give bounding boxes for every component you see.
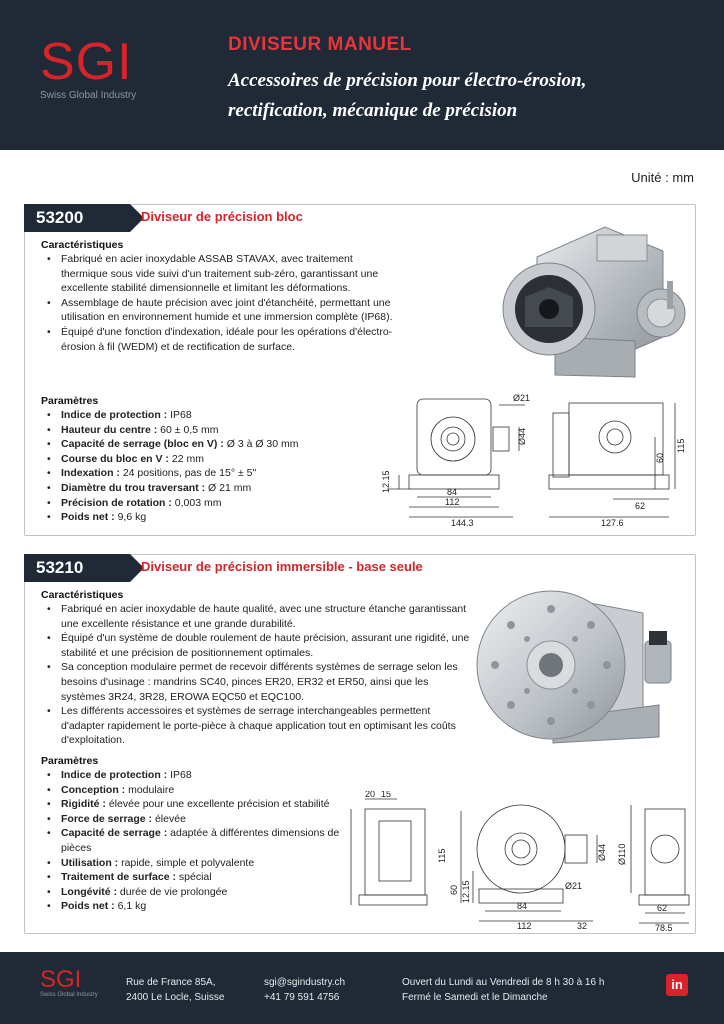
- address-line-1: Rue de France 85A,: [126, 977, 216, 988]
- technical-drawing-53210: [321, 791, 693, 931]
- param-value: IP68: [167, 409, 192, 421]
- param-value: 24 positions, pas de 15° ± 5": [119, 467, 257, 480]
- dim-d21: Ø21: [565, 881, 583, 891]
- param-label: Capacité de serrage :: [61, 827, 168, 840]
- hours-line-2: Fermé le Samedi et le Dimanche: [402, 992, 548, 1003]
- param-label: Force de serrage :: [61, 812, 153, 825]
- feature-item: • Équipé d'une fonction d'indexation, idéale pour les opérations d'électro-érosion à fil (WEDM) et de rectification de surface.: [41, 325, 401, 354]
- sgi-logo: [40, 33, 137, 101]
- linkedin-icon[interactable]: in: [666, 974, 688, 996]
- param-value: Ø 21 mm: [205, 481, 252, 494]
- param-value: élevée: [152, 812, 186, 825]
- dim-h60: 60: [655, 452, 665, 463]
- parameter-item: [41, 496, 371, 511]
- dim-d21: Ø21: [513, 393, 531, 403]
- parameter-item: [41, 408, 371, 423]
- parameter-item: [41, 423, 371, 438]
- product-code: 53210: [24, 554, 130, 582]
- parameter-item: [41, 768, 341, 783]
- parameter-item: [41, 826, 341, 855]
- parameter-item: [41, 899, 341, 914]
- dim-h60: 60: [449, 884, 459, 895]
- dim-w112: 112: [517, 921, 532, 931]
- feature-item: • Fabriqué en acier inoxydable ASSAB STAVAX, avec traitement thermique sous vide suivi d'un traitement sub-zéro, garantissant une excellente stabilité dimensionnelle et limitant les déformations.: [41, 252, 401, 296]
- footer-logo-tagline: Swiss Global Industry: [40, 992, 98, 998]
- unit-label: Unité : mm: [631, 170, 694, 185]
- param-label: Longévité :: [61, 885, 118, 898]
- param-value: 6,1 kg: [114, 900, 147, 913]
- dim-w62: 62: [657, 903, 668, 913]
- product-photo-53210: [473, 579, 693, 749]
- parameter-item: [41, 812, 341, 827]
- dim-d44: Ø44: [597, 843, 607, 861]
- param-value: 22 mm: [168, 452, 204, 465]
- features-list: [41, 252, 401, 354]
- param-label: Indice de protection :: [61, 769, 168, 781]
- parameter-item: [41, 856, 341, 871]
- product-title: Diviseur de précision bloc: [141, 209, 303, 224]
- feature-item: • Équipé d'un système de double roulement de haute précision, assurant une rigidité, une stabilité et une précision de positionnement optimales.: [41, 631, 471, 660]
- parameters-list: [41, 768, 341, 914]
- dim-h115: 115: [676, 438, 686, 453]
- param-value: rapide, simple et polyvalente: [118, 856, 255, 869]
- param-label: Précision de rotation :: [61, 496, 172, 509]
- param-value: élevée pour une excellente précision et stabilité: [105, 798, 330, 811]
- features-heading: Caractéristiques: [41, 589, 124, 601]
- product-card-53200: [24, 204, 696, 536]
- param-value: adaptée à différentes dimensions de pièces: [61, 827, 340, 854]
- param-value: Ø 3 à Ø 30 mm: [223, 438, 299, 451]
- feature-item: • Fabriqué en acier inoxydable de haute qualité, avec une structure étanche garantissant une excellente résistance et une grande durabilité.: [41, 602, 471, 631]
- param-label: Conception :: [61, 783, 126, 796]
- product-title: Diviseur de précision immersible - base seule: [141, 559, 423, 574]
- footer-contact: [264, 975, 345, 1005]
- dim-w84: 84: [517, 901, 528, 911]
- feature-item: • Sa conception modulaire permet de recevoir différents systèmes de serrage selon les besoins d'usinage : mandrins SC40, pinces ER20, ER32 et ER50, ainsi que les systèmes 3R24, 3R28, EROWA EQC50 et EQC100.: [41, 660, 471, 704]
- product-photo-53200: [485, 217, 691, 389]
- parameter-item: [41, 481, 371, 496]
- email-link[interactable]: sgi@sgindustry.ch: [264, 977, 346, 988]
- param-value: IP68: [167, 769, 192, 781]
- parameters-section: [41, 395, 371, 525]
- phone-number[interactable]: +41 79 591 4756: [264, 992, 340, 1003]
- parameters-heading: Paramètres: [41, 395, 99, 407]
- param-label: Capacité de serrage (bloc en V) :: [61, 438, 224, 451]
- footer-address: [126, 975, 224, 1005]
- product-card-53210: [24, 554, 696, 934]
- page-header: [0, 0, 724, 150]
- dim-h115: 115: [437, 848, 447, 863]
- parameters-section: [41, 755, 341, 914]
- param-value: 9,6 kg: [114, 511, 147, 524]
- param-label: Utilisation :: [61, 856, 119, 869]
- dim-d44: Ø44: [517, 427, 527, 445]
- param-label: Poids net :: [61, 511, 115, 524]
- features-list: [41, 602, 471, 748]
- feature-item: • Assemblage de haute précision avec joint d'étanchéité, permettant une utilisation en environnement humide et une immersion complète (IP68).: [41, 296, 401, 325]
- logo-tagline: Swiss Global Industry: [40, 90, 137, 101]
- parameters-list: [41, 408, 371, 525]
- param-value: durée de vie prolongée: [117, 885, 228, 898]
- features-section: [41, 239, 401, 354]
- param-label: Indice de protection :: [61, 409, 168, 421]
- dim-d110: Ø110: [617, 843, 627, 865]
- feature-item: • Les différents accessoires et systèmes de serrage interchangeables permettent d'adapter rapidement le porte-pièce à chaque application tout en optimisant les coûts d'exploitation.: [41, 704, 471, 748]
- footer-logo-mark: SGI: [40, 966, 82, 993]
- dim-w20: 20: [365, 791, 376, 799]
- param-value: 0,003 mm: [171, 496, 222, 509]
- address-line-2: 2400 Le Locle, Suisse: [126, 992, 225, 1003]
- dim-w84: 84: [447, 487, 458, 497]
- logo-mark: SGI: [40, 33, 133, 91]
- dim-w15: 15: [381, 791, 392, 799]
- param-value: 60 ± 0,5 mm: [157, 423, 219, 436]
- dim-h12: 12.15: [381, 470, 391, 493]
- dim-h12: 12.15: [461, 880, 471, 903]
- param-label: Course du bloc en V :: [61, 452, 169, 465]
- features-section: [41, 589, 471, 748]
- param-label: Hauteur du centre :: [61, 423, 158, 436]
- param-label: Traitement de surface :: [61, 871, 176, 884]
- technical-drawing-53200: [379, 389, 693, 529]
- parameter-item: [41, 783, 341, 798]
- parameter-item: [41, 452, 371, 467]
- parameter-item: [41, 437, 371, 452]
- dim-w112: 112: [445, 497, 460, 507]
- hours-line-1: Ouvert du Lundi au Vendredi de 8 h 30 à 16 h: [402, 977, 605, 988]
- dim-w78: 78.5: [655, 923, 673, 931]
- footer-hours: [402, 975, 604, 1005]
- param-label: Rigidité :: [61, 798, 106, 811]
- param-value: spécial: [175, 871, 212, 884]
- page-subtitle: [228, 66, 708, 126]
- param-value: modulaire: [125, 783, 175, 796]
- parameter-item: [41, 797, 341, 812]
- parameters-heading: Paramètres: [41, 755, 99, 767]
- subtitle-line-2: rectification, mécanique de précision: [228, 100, 518, 121]
- footer-logo: [40, 968, 98, 998]
- dim-w127: 127.6: [601, 518, 624, 528]
- param-label: Diamètre du trou traversant :: [61, 481, 206, 494]
- subtitle-line-1: Accessoires de précision pour électro-érosion,: [228, 70, 587, 91]
- parameter-item: [41, 510, 371, 525]
- features-heading: Caractéristiques: [41, 239, 124, 251]
- param-label: Poids net :: [61, 900, 115, 913]
- dim-w32: 32: [577, 921, 588, 931]
- page-title: DIVISEUR MANUEL: [228, 34, 412, 55]
- product-code: 53200: [24, 204, 130, 232]
- page-footer: [0, 952, 724, 1024]
- dim-w62: 62: [635, 501, 646, 511]
- dim-w144: 144.3: [451, 518, 474, 528]
- param-label: Indexation :: [61, 467, 120, 480]
- parameter-item: [41, 466, 371, 481]
- parameter-item: [41, 885, 341, 900]
- parameter-item: [41, 870, 341, 885]
